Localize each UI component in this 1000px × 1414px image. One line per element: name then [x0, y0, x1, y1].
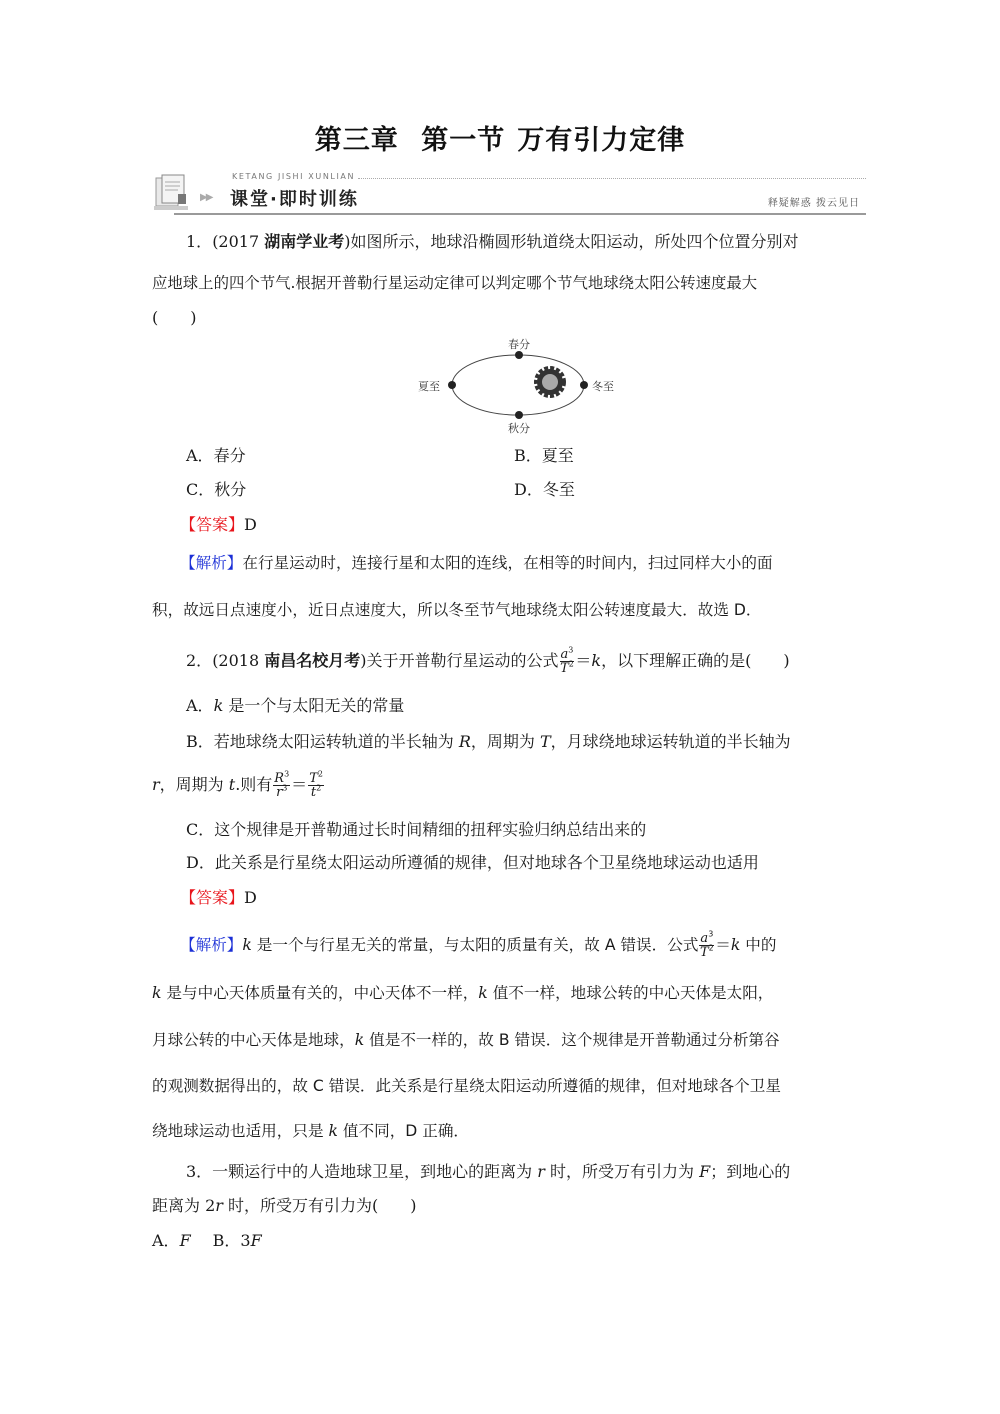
q1-option-b: B．夏至	[514, 446, 574, 465]
q2-analysis-line5: 绕地球运动也适用，只是 k 值不同，D 正确．	[152, 1122, 470, 1140]
q3-options	[152, 1231, 852, 1251]
q3-option-b: B．3F	[212, 1231, 262, 1250]
position-dot-top	[515, 351, 523, 359]
sun-icon	[536, 368, 564, 396]
q1-line1: 1．(2017 湖南学业考)如图所示，地球沿椭圆形轨道绕太阳运动，所处四个位置分别对	[186, 232, 799, 251]
q1-option-d: D．冬至	[514, 480, 575, 499]
banner-underline	[174, 213, 866, 215]
q2-analysis-line1: 【解析】k 是一个与行星无关的常量，与太阳的质量有关，故 A 错误．公式 $\frac{a^3}{T^2}$ ＝k 中的	[180, 929, 777, 960]
chapter-label: 第三章	[314, 125, 399, 156]
q2-analysis-line4: 的观测数据得出的，故 C 错误．此关系是行星绕太阳运动所遵循的规律，但对地球各个卫星	[152, 1077, 781, 1095]
page-title	[0, 118, 1000, 157]
q1-source: 湖南学业考	[264, 232, 345, 251]
analysis-tag: 【解析】	[180, 554, 243, 572]
label-summer-solstice: 夏至	[418, 380, 440, 393]
answer-tag: 【答案】	[180, 515, 245, 534]
label-winter-solstice: 冬至	[592, 380, 614, 393]
q2-option-c: C．这个规律是开普勒通过长时间精细的扭秤实验归纳总结出来的	[186, 820, 647, 839]
q2-option-b-line2: r，周期为 t.则有 $\frac{R^3}{r^3}$ ＝ $\frac{T^2}{t^2}$	[152, 769, 323, 800]
q1-line2: 应地球上的四个节气.根据开普勒行星运动定律可以判定哪个节气地球绕太阳公转速度最大	[152, 274, 758, 292]
position-dot-right	[580, 381, 588, 389]
orbit-diagram	[400, 332, 640, 438]
section-label: 第一节	[421, 125, 506, 156]
section-banner	[148, 170, 866, 216]
q2-answer: 【答案】D	[180, 888, 257, 907]
q3-line2: 距离为 2r 时，所受万有引力为( )	[152, 1196, 417, 1215]
q1-option-a: A．春分	[186, 446, 246, 465]
formula-a3-over-t2-analysis: $\frac{a^3}{T^2}$	[699, 929, 714, 960]
label-autumn-equinox: 秋分	[508, 422, 530, 435]
q1-analysis-line1: 【解析】在行星运动时，连接行星和太阳的连线，在相等的时间内，扫过同样大小的面	[180, 554, 773, 572]
banner-label: 课堂·即时训练	[230, 189, 359, 210]
q2-option-d: D．此关系是行星绕太阳运动所遵循的规律，但对地球各个卫星绕地球运动也适用	[186, 853, 759, 872]
q2-option-b-line1: B．若地球绕太阳运转轨道的半长轴为 R，周期为 T，月球绕地球运转轨道的半长轴为	[186, 732, 791, 751]
q2-option-a: A．k 是一个与太阳无关的常量	[186, 696, 405, 715]
topic-label: 万有引力定律	[517, 125, 686, 156]
position-dot-bottom	[515, 411, 523, 419]
formula-a3-over-t2: $\frac{a^3}{T^2}$	[560, 645, 574, 676]
q1-blank: ( )	[152, 308, 197, 327]
formula-r3-over-r3: $\frac{R^3}{r^3}$	[274, 769, 290, 800]
double-arrow-icon: ▶▶	[200, 192, 212, 203]
banner-pinyin: KETANG JISHI XUNLIAN	[232, 172, 356, 181]
q2-analysis-line2: k 是与中心天体质量有关的，中心天体不一样，k 值不一样，地球公转的中心天体是太阳，	[152, 984, 774, 1002]
q2-analysis-line3: 月球公转的中心天体是地球，k 值是不一样的，故 B 错误．这个规律是开普勒通过分析第谷	[152, 1031, 780, 1049]
q1-option-c: C．秋分	[186, 480, 247, 499]
q2-source: 南昌名校月考	[264, 651, 361, 670]
formula-t2-over-t2: $\frac{T^2}{t^2}$	[309, 769, 323, 800]
q3-line1: 3．一颗运行中的人造地球卫星，到地心的距离为 r 时，所受万有引力为 F；到地心的	[186, 1162, 791, 1181]
q1-analysis-line2: 积，故远日点速度小，近日点速度大，所以冬至节气地球绕太阳公转速度最大．故选 D．	[152, 601, 762, 619]
book-icon	[150, 172, 194, 212]
q2-stem: 2．(2018 南昌名校月考)关于开普勒行星运动的公式 $\frac{a^3}{T^2}$ ＝k，以下理解正确的是( )	[186, 645, 790, 676]
banner-dotted-line	[358, 178, 866, 179]
banner-motto: 释疑解惑 拨云见日	[767, 198, 860, 209]
position-dot-left	[448, 381, 456, 389]
q1-answer: 【答案】D	[180, 515, 257, 534]
q3-option-a: A．F	[152, 1231, 191, 1250]
label-spring-equinox: 春分	[508, 338, 530, 351]
